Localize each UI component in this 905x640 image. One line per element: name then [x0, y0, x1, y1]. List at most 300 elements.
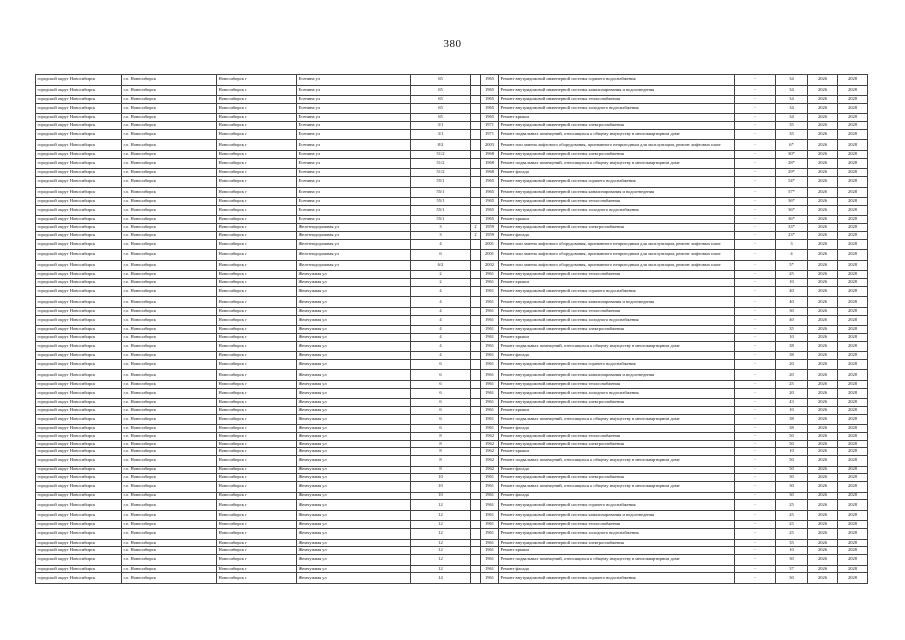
- work-type-cell: Ремонт внутридомовой инженерной системы холодного водоснабжения: [499, 103, 735, 114]
- value-cell: 40: [776, 297, 808, 308]
- start-year-cell: 2026: [808, 205, 838, 216]
- table-row: [36, 140, 868, 151]
- table-row: [36, 425, 868, 433]
- value-cell: 34: [776, 114, 808, 122]
- value-cell: 36*: [776, 205, 808, 216]
- municipality-cell: городской округ Новосибирск: [36, 466, 122, 474]
- city-cell: Новосибирск г: [217, 388, 297, 399]
- year-cell: 1965: [481, 216, 499, 224]
- start-year-cell: 2026: [808, 432, 838, 440]
- work-type-cell: Ремонт внутридомовой инженерной системы электроснабжения: [499, 122, 735, 130]
- dash-cell: -: [735, 341, 776, 352]
- start-year-cell: 2026: [808, 122, 838, 130]
- value-cell: 35: [776, 129, 808, 140]
- municipality-cell: городской округ Новосибирск: [36, 250, 122, 261]
- end-year-cell: 2028: [838, 260, 868, 271]
- work-type-cell: Ремонт внутридомовой инженерной системы теплоснабжения: [499, 198, 735, 206]
- building-cell: [471, 286, 481, 297]
- street-cell: Есенина ул: [297, 169, 411, 177]
- street-cell: Жемчужная ул: [297, 399, 411, 407]
- table-row: [36, 510, 868, 521]
- house-cell: 65: [411, 114, 471, 122]
- building-cell: [471, 297, 481, 308]
- year-cell: 1965: [481, 75, 499, 86]
- city-cell: Новосибирск г: [217, 500, 297, 511]
- street-cell: Железнодорожная ул: [297, 224, 411, 232]
- municipality-cell: городской округ Новосибирск: [36, 481, 122, 492]
- house-cell: 12: [411, 510, 471, 521]
- value-cell: 20: [776, 388, 808, 399]
- house-cell: 2: [411, 279, 471, 287]
- building-cell: [471, 279, 481, 287]
- street-cell: Железнодорожная ул: [297, 239, 411, 250]
- start-year-cell: 2026: [808, 341, 838, 352]
- table-row: [36, 359, 868, 370]
- city-cell: Новосибирск г: [217, 279, 297, 287]
- year-cell: 1965: [481, 187, 499, 198]
- dash-cell: -: [735, 333, 776, 341]
- end-year-cell: 2028: [838, 122, 868, 130]
- work-type-cell: Ремонт подвальных помещений, относящихся к общему имуществу в многоквартирном доме: [499, 341, 735, 352]
- start-year-cell: 2026: [808, 555, 838, 566]
- value-cell: 29*: [776, 169, 808, 177]
- work-type-cell: Ремонт внутридомовой инженерной системы теплоснабжения: [499, 96, 735, 104]
- end-year-cell: 2028: [838, 466, 868, 474]
- start-year-cell: 2026: [808, 399, 838, 407]
- work-type-cell: Ремонт внутридомовой инженерной системы канализирования и водоотведения: [499, 85, 735, 96]
- year-cell: 1961: [481, 279, 499, 287]
- city-cell: Новосибирск г: [217, 158, 297, 169]
- house-cell: 65: [411, 96, 471, 104]
- municipality-cell: городской округ Новосибирск: [36, 326, 122, 334]
- year-cell: 1961: [481, 326, 499, 334]
- start-year-cell: 2026: [808, 529, 838, 540]
- value-cell: 23*: [776, 231, 808, 239]
- work-type-cell: Ремонт внутридомовой инженерной системы теплоснабжения: [499, 271, 735, 279]
- house-cell: 6: [411, 414, 471, 425]
- municipality-cell: городской округ Новосибирск: [36, 440, 122, 448]
- end-year-cell: 2028: [838, 307, 868, 315]
- year-cell: 1961: [481, 307, 499, 315]
- value-cell: 5*: [776, 260, 808, 271]
- municipality-cell: городской округ Новосибирск: [36, 177, 122, 188]
- street-cell: Железнодорожная ул: [297, 250, 411, 261]
- district-cell: г.о. Новосибирск: [122, 448, 217, 456]
- work-type-cell: Ремонт крыши: [499, 448, 735, 456]
- house-cell: 6: [411, 359, 471, 370]
- table-row: [36, 250, 868, 261]
- work-type-cell: Ремонт или замена лифтового оборудования, признанного непригодным для эксплуатации, ремонт лифтовых шахт: [499, 239, 735, 250]
- district-cell: г.о. Новосибирск: [122, 85, 217, 96]
- work-type-cell: Ремонт внутридомовой инженерной системы канализирования и водоотведения: [499, 510, 735, 521]
- end-year-cell: 2028: [838, 187, 868, 198]
- municipality-cell: городской округ Новосибирск: [36, 169, 122, 177]
- value-cell: 30*: [776, 151, 808, 159]
- district-cell: г.о. Новосибирск: [122, 510, 217, 521]
- street-cell: Жемчужная ул: [297, 333, 411, 341]
- city-cell: Новосибирск г: [217, 565, 297, 573]
- end-year-cell: 2028: [838, 103, 868, 114]
- street-cell: Есенина ул: [297, 151, 411, 159]
- street-cell: Жемчужная ул: [297, 388, 411, 399]
- house-cell: 6: [411, 425, 471, 433]
- district-cell: г.о. Новосибирск: [122, 75, 217, 86]
- municipality-cell: городской округ Новосибирск: [36, 114, 122, 122]
- street-cell: Есенина ул: [297, 103, 411, 114]
- dash-cell: -: [735, 198, 776, 206]
- year-cell: 1961: [481, 573, 499, 584]
- table-row: [36, 307, 868, 315]
- street-cell: Жемчужная ул: [297, 425, 411, 433]
- house-cell: 8: [411, 440, 471, 448]
- municipality-cell: городской округ Новосибирск: [36, 151, 122, 159]
- value-cell: 50: [776, 466, 808, 474]
- district-cell: г.о. Новосибирск: [122, 492, 217, 500]
- end-year-cell: 2028: [838, 224, 868, 232]
- house-cell: 10: [411, 481, 471, 492]
- building-cell: [471, 333, 481, 341]
- dash-cell: -: [735, 573, 776, 584]
- city-cell: Новосибирск г: [217, 205, 297, 216]
- street-cell: Жемчужная ул: [297, 573, 411, 584]
- street-cell: Жемчужная ул: [297, 555, 411, 566]
- work-type-cell: Ремонт внутридомовой инженерной системы холодного водоснабжения: [499, 388, 735, 399]
- table-row: [36, 333, 868, 341]
- year-cell: 2002: [481, 260, 499, 271]
- dash-cell: -: [735, 205, 776, 216]
- municipality-cell: городской округ Новосибирск: [36, 573, 122, 584]
- value-cell: 25: [776, 521, 808, 529]
- start-year-cell: 2026: [808, 510, 838, 521]
- building-cell: [471, 341, 481, 352]
- building-cell: [471, 573, 481, 584]
- year-cell: 1961: [481, 474, 499, 482]
- work-type-cell: Ремонт внутридомовой инженерной системы горячего водоснабжения: [499, 75, 735, 86]
- street-cell: Железнодорожная ул: [297, 231, 411, 239]
- municipality-cell: городской округ Новосибирск: [36, 239, 122, 250]
- building-cell: [471, 359, 481, 370]
- municipality-cell: городской округ Новосибирск: [36, 529, 122, 540]
- table-row: [36, 406, 868, 414]
- value-cell: 50: [776, 456, 808, 467]
- dash-cell: -: [735, 448, 776, 456]
- house-cell: 55/1: [411, 187, 471, 198]
- city-cell: Новосибирск г: [217, 286, 297, 297]
- house-cell: 3: [411, 231, 471, 239]
- street-cell: Жемчужная ул: [297, 510, 411, 521]
- value-cell: 54*: [776, 177, 808, 188]
- end-year-cell: 2028: [838, 555, 868, 566]
- year-cell: 1965: [481, 96, 499, 104]
- house-cell: 65: [411, 85, 471, 96]
- street-cell: Есенина ул: [297, 205, 411, 216]
- municipality-cell: городской округ Новосибирск: [36, 381, 122, 389]
- municipality-cell: городской округ Новосибирск: [36, 448, 122, 456]
- table-row: [36, 216, 868, 224]
- start-year-cell: 2026: [808, 573, 838, 584]
- municipality-cell: городской округ Новосибирск: [36, 205, 122, 216]
- start-year-cell: 2026: [808, 414, 838, 425]
- municipality-cell: городской округ Новосибирск: [36, 129, 122, 140]
- table-row: [36, 370, 868, 381]
- district-cell: г.о. Новосибирск: [122, 205, 217, 216]
- table-row: [36, 474, 868, 482]
- dash-cell: -: [735, 231, 776, 239]
- city-cell: Новосибирск г: [217, 414, 297, 425]
- start-year-cell: 2026: [808, 140, 838, 151]
- work-type-cell: Ремонт внутридомовой инженерной системы холодного водоснабжения: [499, 529, 735, 540]
- dash-cell: -: [735, 466, 776, 474]
- end-year-cell: 2028: [838, 370, 868, 381]
- table-row: [36, 271, 868, 279]
- municipality-cell: городской округ Новосибирск: [36, 103, 122, 114]
- start-year-cell: 2026: [808, 169, 838, 177]
- value-cell: 50: [776, 432, 808, 440]
- dash-cell: -: [735, 326, 776, 334]
- end-year-cell: 2028: [838, 573, 868, 584]
- year-cell: 1961: [481, 539, 499, 547]
- building-cell: [471, 440, 481, 448]
- start-year-cell: 2026: [808, 359, 838, 370]
- work-type-cell: Ремонт подвальных помещений, относящихся к общему имуществу в многоквартирном доме: [499, 555, 735, 566]
- start-year-cell: 2026: [808, 448, 838, 456]
- municipality-cell: городской округ Новосибирск: [36, 286, 122, 297]
- start-year-cell: 2026: [808, 425, 838, 433]
- municipality-cell: городской округ Новосибирск: [36, 456, 122, 467]
- work-type-cell: Ремонт фасада: [499, 352, 735, 360]
- district-cell: г.о. Новосибирск: [122, 440, 217, 448]
- building-cell: [471, 448, 481, 456]
- table-row: [36, 573, 868, 584]
- table-row: [36, 85, 868, 96]
- value-cell: 43: [776, 399, 808, 407]
- district-cell: г.о. Новосибирск: [122, 307, 217, 315]
- district-cell: г.о. Новосибирск: [122, 187, 217, 198]
- work-type-cell: Ремонт внутридомовой инженерной системы электроснабжения: [499, 151, 735, 159]
- street-cell: Жемчужная ул: [297, 359, 411, 370]
- start-year-cell: 2026: [808, 177, 838, 188]
- start-year-cell: 2026: [808, 547, 838, 555]
- end-year-cell: 2028: [838, 239, 868, 250]
- year-cell: 1961: [481, 547, 499, 555]
- municipality-cell: городской округ Новосибирск: [36, 425, 122, 433]
- work-type-cell: Ремонт внутридомовой инженерной системы горячего водоснабжения: [499, 177, 735, 188]
- table-row: [36, 539, 868, 547]
- city-cell: Новосибирск г: [217, 370, 297, 381]
- house-cell: 8: [411, 448, 471, 456]
- work-type-cell: Ремонт подвальных помещений, относящихся к общему имуществу в многоквартирном доме: [499, 158, 735, 169]
- end-year-cell: 2028: [838, 565, 868, 573]
- start-year-cell: 2026: [808, 352, 838, 360]
- district-cell: г.о. Новосибирск: [122, 399, 217, 407]
- city-cell: Новосибирск г: [217, 103, 297, 114]
- start-year-cell: 2026: [808, 260, 838, 271]
- table-row: [36, 205, 868, 216]
- dash-cell: -: [735, 129, 776, 140]
- house-cell: 4: [411, 352, 471, 360]
- dash-cell: -: [735, 456, 776, 467]
- municipality-cell: городской округ Новосибирск: [36, 96, 122, 104]
- city-cell: Новосибирск г: [217, 547, 297, 555]
- end-year-cell: 2028: [838, 481, 868, 492]
- start-year-cell: 2026: [808, 286, 838, 297]
- year-cell: 1961: [481, 315, 499, 326]
- house-cell: 10: [411, 474, 471, 482]
- building-cell: [471, 456, 481, 467]
- house-cell: 12: [411, 547, 471, 555]
- street-cell: Есенина ул: [297, 122, 411, 130]
- end-year-cell: 2028: [838, 271, 868, 279]
- city-cell: Новосибирск г: [217, 140, 297, 151]
- district-cell: г.о. Новосибирск: [122, 456, 217, 467]
- municipality-cell: городской округ Новосибирск: [36, 565, 122, 573]
- start-year-cell: 2026: [808, 474, 838, 482]
- year-cell: 1961: [481, 500, 499, 511]
- city-cell: Новосибирск г: [217, 492, 297, 500]
- table-row: [36, 492, 868, 500]
- building-cell: [471, 96, 481, 104]
- end-year-cell: 2028: [838, 151, 868, 159]
- end-year-cell: 2028: [838, 474, 868, 482]
- start-year-cell: 2026: [808, 75, 838, 86]
- street-cell: Жемчужная ул: [297, 481, 411, 492]
- work-type-cell: Ремонт фасада: [499, 169, 735, 177]
- dash-cell: -: [735, 169, 776, 177]
- house-cell: 8/2: [411, 140, 471, 151]
- start-year-cell: 2026: [808, 539, 838, 547]
- work-type-cell: Ремонт внутридомовой инженерной системы канализирования и водоотведения: [499, 297, 735, 308]
- building-cell: [471, 425, 481, 433]
- year-cell: 1961: [481, 399, 499, 407]
- year-cell: 2003: [481, 140, 499, 151]
- street-cell: Жемчужная ул: [297, 279, 411, 287]
- table-row: [36, 279, 868, 287]
- building-cell: [471, 315, 481, 326]
- city-cell: Новосибирск г: [217, 307, 297, 315]
- start-year-cell: 2026: [808, 103, 838, 114]
- start-year-cell: 2026: [808, 271, 838, 279]
- year-cell: 1961: [481, 381, 499, 389]
- table-row: [36, 529, 868, 540]
- table-row: [36, 414, 868, 425]
- value-cell: 20: [776, 359, 808, 370]
- city-cell: Новосибирск г: [217, 169, 297, 177]
- end-year-cell: 2028: [838, 216, 868, 224]
- dash-cell: -: [735, 474, 776, 482]
- value-cell: 35: [776, 122, 808, 130]
- work-type-cell: Ремонт внутридомовой инженерной системы электроснабжения: [499, 399, 735, 407]
- work-type-cell: Ремонт внутридомовой инженерной системы горячего водоснабжения: [499, 359, 735, 370]
- end-year-cell: 2028: [838, 399, 868, 407]
- end-year-cell: 2028: [838, 129, 868, 140]
- city-cell: Новосибирск г: [217, 297, 297, 308]
- district-cell: г.о. Новосибирск: [122, 140, 217, 151]
- municipality-cell: городской округ Новосибирск: [36, 539, 122, 547]
- street-cell: Есенина ул: [297, 177, 411, 188]
- city-cell: Новосибирск г: [217, 177, 297, 188]
- district-cell: г.о. Новосибирск: [122, 260, 217, 271]
- dash-cell: -: [735, 555, 776, 566]
- end-year-cell: 2028: [838, 140, 868, 151]
- city-cell: Новосибирск г: [217, 85, 297, 96]
- dash-cell: -: [735, 96, 776, 104]
- building-cell: [471, 370, 481, 381]
- municipality-cell: городской округ Новосибирск: [36, 140, 122, 151]
- start-year-cell: 2026: [808, 279, 838, 287]
- start-year-cell: 2026: [808, 216, 838, 224]
- house-cell: 4: [411, 333, 471, 341]
- table-row: [36, 151, 868, 159]
- building-cell: [471, 388, 481, 399]
- district-cell: г.о. Новосибирск: [122, 151, 217, 159]
- end-year-cell: 2028: [838, 205, 868, 216]
- year-cell: 1961: [481, 492, 499, 500]
- table-row: [36, 129, 868, 140]
- value-cell: 30: [776, 573, 808, 584]
- building-cell: [471, 216, 481, 224]
- value-cell: 30: [776, 474, 808, 482]
- building-cell: [471, 307, 481, 315]
- table-row: [36, 565, 868, 573]
- house-cell: 55/1: [411, 205, 471, 216]
- start-year-cell: 2026: [808, 326, 838, 334]
- building-cell: [471, 151, 481, 159]
- municipality-cell: городской округ Новосибирск: [36, 279, 122, 287]
- year-cell: 1968: [481, 151, 499, 159]
- value-cell: 37: [776, 565, 808, 573]
- house-cell: 51/2: [411, 151, 471, 159]
- end-year-cell: 2028: [838, 432, 868, 440]
- street-cell: Жемчужная ул: [297, 326, 411, 334]
- city-cell: Новосибирск г: [217, 432, 297, 440]
- building-cell: [471, 466, 481, 474]
- district-cell: г.о. Новосибирск: [122, 414, 217, 425]
- house-cell: 10: [411, 492, 471, 500]
- start-year-cell: 2026: [808, 466, 838, 474]
- value-cell: 25: [776, 510, 808, 521]
- end-year-cell: 2028: [838, 114, 868, 122]
- end-year-cell: 2028: [838, 85, 868, 96]
- district-cell: г.о. Новосибирск: [122, 481, 217, 492]
- table-row: [36, 352, 868, 360]
- building-cell: [471, 352, 481, 360]
- building-cell: 2: [471, 231, 481, 239]
- house-cell: 14: [411, 573, 471, 584]
- building-cell: [471, 103, 481, 114]
- district-cell: г.о. Новосибирск: [122, 555, 217, 566]
- work-type-cell: Ремонт внутридомовой инженерной системы теплоснабжения: [499, 521, 735, 529]
- house-cell: 65: [411, 103, 471, 114]
- city-cell: Новосибирск г: [217, 406, 297, 414]
- year-cell: 1961: [481, 529, 499, 540]
- dash-cell: -: [735, 271, 776, 279]
- year-cell: 1965: [481, 103, 499, 114]
- district-cell: г.о. Новосибирск: [122, 565, 217, 573]
- value-cell: 10: [776, 406, 808, 414]
- table-row: [36, 169, 868, 177]
- house-cell: 12: [411, 555, 471, 566]
- district-cell: г.о. Новосибирск: [122, 250, 217, 261]
- value-cell: 25: [776, 381, 808, 389]
- building-cell: [471, 75, 481, 86]
- street-cell: Есенина ул: [297, 187, 411, 198]
- dash-cell: -: [735, 492, 776, 500]
- value-cell: 34: [776, 96, 808, 104]
- dash-cell: -: [735, 352, 776, 360]
- year-cell: 1961: [481, 388, 499, 399]
- building-cell: [471, 539, 481, 547]
- table-row: [36, 122, 868, 130]
